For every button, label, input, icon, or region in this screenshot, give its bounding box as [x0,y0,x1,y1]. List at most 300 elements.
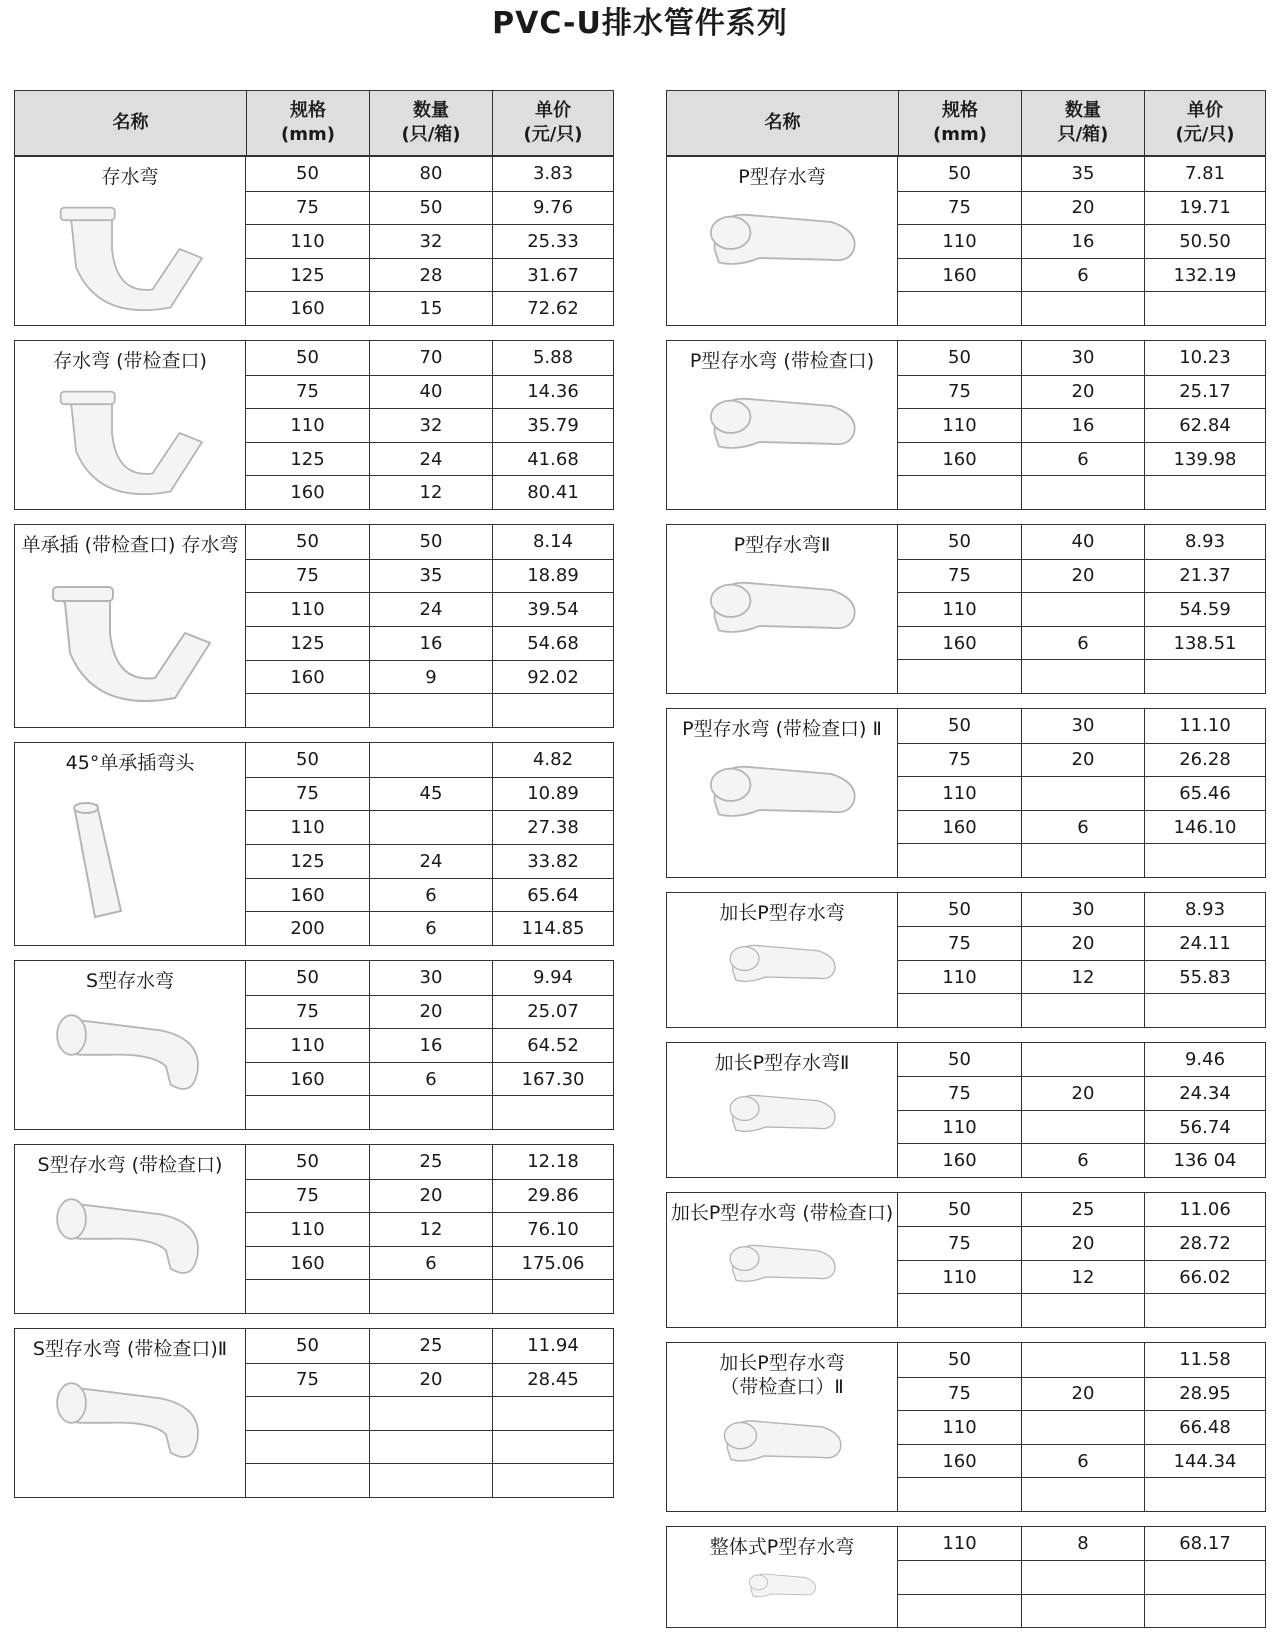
price-cell: 24.11 [1144,927,1265,960]
table-row [898,626,1265,660]
product-block [666,708,1266,878]
table-row [246,1363,613,1397]
product-name-cell [667,525,898,693]
price-cell: 11.10 [1144,709,1265,743]
qty-cell: 24 [369,593,492,626]
qty-cell: 6 [1021,811,1144,844]
price-cell: 4.82 [492,743,613,777]
table-row [246,1145,613,1179]
header-qty: 数量 只/箱) [1021,91,1144,155]
spec-cell: 125 [290,448,325,470]
spec-cell: 75 [296,1185,319,1207]
qty-cell: 16 [369,1029,492,1062]
price-cell: 54.59 [1144,593,1265,626]
qty-cell: 30 [1021,709,1144,743]
product-block [666,524,1266,694]
product-block [666,340,1266,510]
price-cell: 64.52 [492,1029,613,1062]
price-cell: 28.45 [492,1364,613,1397]
table-row [898,993,1265,1027]
price-cell [492,1464,613,1497]
elbow-45-icon [35,781,225,941]
product-name-cell [667,1343,898,1511]
spec-cell: 110 [290,817,325,839]
price-cell [1144,1595,1265,1627]
price-cell: 139.98 [1144,443,1265,476]
spec-cell: 75 [948,1233,971,1255]
spec-cell [898,1561,1021,1593]
table-row [898,1477,1265,1511]
table-row [898,709,1265,743]
price-cell: 114.85 [492,912,613,945]
price-cell: 175.06 [492,1247,613,1280]
spec-cell: 110 [942,599,977,620]
price-cell: 146.10 [1144,811,1265,844]
table-row [246,777,613,811]
spec-cell [898,292,1021,325]
spec-cell: 160 [942,264,977,286]
price-cell: 14.36 [492,376,613,409]
spec-cell: 50 [948,715,971,737]
qty-cell [1021,1111,1144,1144]
qty-cell: 20 [1021,1227,1144,1260]
price-cell: 55.83 [1144,961,1265,994]
header-name: 名称 [112,112,149,133]
qty-cell [1021,1043,1144,1076]
spec-cell: 125 [290,850,325,872]
spec-cell: 75 [948,197,971,219]
price-cell [492,1096,613,1129]
qty-cell: 20 [369,996,492,1029]
table-row [898,659,1265,693]
product-name: 45°单承插弯头 [65,752,195,774]
spec-cell: 110 [942,1266,977,1288]
qty-cell [1021,476,1144,509]
price-cell: 31.67 [492,259,613,292]
product-name-cell [15,961,246,1129]
qty-cell: 50 [369,192,492,225]
table-row [898,1527,1265,1560]
table-row [246,1463,613,1497]
table-row [246,660,613,694]
extended-p-trap-ii-icon [718,1081,847,1173]
extended-p-trap-icon [718,931,847,1023]
qty-cell [1021,1561,1144,1593]
s-trap-cleanout-ii-icon [42,1367,218,1493]
table-row [246,995,613,1029]
product-block [666,892,1266,1028]
spec-cell [898,994,1021,1027]
table-row [898,191,1265,225]
qty-cell: 16 [369,627,492,660]
spec-cell: 50 [948,1349,971,1371]
spec-cell: 75 [948,1383,971,1405]
table-row [246,810,613,844]
price-cell [1144,844,1265,877]
spec-cell: 160 [290,1252,325,1274]
spec-cell: 75 [296,381,319,403]
product-block [14,960,614,1130]
product-block [666,1342,1266,1512]
price-cell: 72.62 [492,292,613,325]
qty-cell: 6 [1021,259,1144,292]
spec-cell: 50 [296,347,319,369]
table-row [898,525,1265,559]
spec-cell: 160 [942,816,977,838]
table-row [246,1396,613,1430]
spec-cell: 160 [942,632,977,654]
spec-cell: 110 [942,1417,977,1438]
spec-cell: 50 [296,749,319,771]
qty-cell [369,743,492,777]
s-trap-with-cleanout-icon [42,1183,218,1309]
qty-cell: 12 [369,476,492,509]
price-cell: 144.34 [1144,1445,1265,1478]
qty-cell: 8 [1021,1527,1144,1560]
table-row [898,559,1265,593]
spec-cell: 160 [942,1450,977,1472]
price-cell: 8.93 [1144,525,1265,559]
qty-cell: 25 [369,1329,492,1363]
table-row [898,1110,1265,1144]
qty-cell [369,1431,492,1464]
spec-cell: 200 [290,918,325,940]
spec-cell: 75 [296,1001,319,1023]
price-cell [1144,1561,1265,1593]
price-cell: 25.33 [492,225,613,258]
product-name: 加长P型存水弯 （带检查口）Ⅱ [719,1352,845,1398]
table-row [898,157,1265,191]
table-row [246,1279,613,1313]
qty-cell: 25 [369,1145,492,1179]
spec-cell [898,476,1021,509]
price-cell: 9.76 [492,192,613,225]
qty-cell [1021,1343,1144,1377]
product-name-cell [667,1193,898,1327]
price-cell: 65.46 [1144,777,1265,810]
price-cell: 41.68 [492,443,613,476]
qty-cell: 20 [369,1364,492,1397]
spec-cell: 50 [948,899,971,921]
spec-cell [898,660,1021,693]
qty-cell: 6 [1021,627,1144,660]
product-block [666,156,1266,326]
qty-cell: 12 [369,1213,492,1246]
extended-p-trap-cleanout-icon [718,1231,847,1323]
table-row [246,157,613,191]
header-price: 单价 (元/只) [492,91,613,155]
table-row [898,1377,1265,1411]
product-block [14,156,614,326]
spec-cell: 50 [296,967,319,989]
product-block [14,1144,614,1314]
trap-bend-icon [42,195,218,321]
qty-cell: 40 [369,376,492,409]
price-cell: 76.10 [492,1213,613,1246]
spec-cell: 75 [296,783,319,805]
table-row [246,961,613,995]
spec-cell: 75 [948,933,971,955]
table-row [898,1410,1265,1444]
spec-cell: 110 [290,415,325,436]
qty-cell: 30 [369,961,492,995]
qty-cell [369,1096,492,1129]
table-row [898,926,1265,960]
qty-cell: 6 [369,879,492,912]
spec-cell: 75 [948,565,971,587]
table-row [246,408,613,442]
table-row [898,375,1265,409]
qty-cell: 80 [369,157,492,191]
spec-cell [246,1431,369,1464]
spec-cell [246,1096,369,1129]
qty-cell [1021,1411,1144,1444]
spec-cell [898,1595,1021,1627]
spec-cell [246,694,369,727]
spec-cell: 75 [948,749,971,771]
page-title: PVC-U排水管件系列 [492,6,788,41]
product-name-cell [667,1043,898,1177]
price-cell: 50.50 [1144,225,1265,258]
spec-cell: 160 [942,448,977,470]
table-row [246,525,613,559]
qty-cell [1021,292,1144,325]
qty-cell [369,1280,492,1313]
qty-cell: 12 [1021,961,1144,994]
product-name: P型存水弯 (带检查口) [689,350,875,372]
spec-cell [898,1294,1021,1327]
qty-cell [1021,1595,1144,1627]
price-cell: 54.68 [492,627,613,660]
table-row [898,1293,1265,1327]
qty-cell [369,694,492,727]
price-cell: 56.74 [1144,1111,1265,1144]
price-cell [1144,994,1265,1027]
spec-cell: 50 [948,163,971,185]
qty-cell [1021,660,1144,693]
product-block [666,1526,1266,1628]
qty-cell: 6 [1021,443,1144,476]
spec-cell [898,844,1021,877]
product-name: 存水弯 (带检查口) [53,350,207,372]
spec-cell: 110 [290,1219,325,1240]
single-socket-trap-icon [35,563,225,723]
price-cell: 65.64 [492,879,613,912]
price-cell: 7.81 [1144,157,1265,191]
spec-cell: 160 [290,298,325,320]
qty-cell: 28 [369,259,492,292]
qty-cell: 35 [1021,157,1144,191]
price-cell: 8.93 [1144,893,1265,926]
table-row [898,442,1265,476]
price-cell: 132.19 [1144,259,1265,292]
table-row [898,1444,1265,1478]
table-row [898,810,1265,844]
table-row [898,341,1265,375]
qty-cell: 30 [1021,341,1144,375]
qty-cell: 9 [369,661,492,694]
table-header [14,90,614,156]
table-row [898,1143,1265,1177]
spec-cell: 50 [296,163,319,185]
product-name: P型存水弯 [738,166,826,188]
price-cell: 9.94 [492,961,613,995]
price-cell [492,1431,613,1464]
qty-cell: 15 [369,292,492,325]
price-cell [1144,292,1265,325]
qty-cell [369,1464,492,1497]
table-row [898,475,1265,509]
price-cell: 66.02 [1144,1261,1265,1294]
extended-p-trap-cleanout-ii-icon [711,1405,854,1507]
product-name: P型存水弯Ⅱ [733,534,831,556]
header-spec: 规格 (mm) [246,91,369,155]
spec-cell: 75 [948,1083,971,1105]
spec-cell: 160 [290,666,325,688]
table-row [246,191,613,225]
spec-cell [246,1464,369,1497]
table-row [246,475,613,509]
qty-cell [1021,994,1144,1027]
table-row [898,592,1265,626]
price-cell: 92.02 [492,661,613,694]
table-row [898,408,1265,442]
price-cell: 62.84 [1144,409,1265,442]
spec-cell: 160 [942,1150,977,1172]
qty-cell: 16 [1021,409,1144,442]
header-qty: 数量 (只/箱) [369,91,492,155]
price-cell: 11.94 [492,1329,613,1363]
price-cell [492,1397,613,1430]
qty-cell: 20 [1021,1378,1144,1411]
spec-cell: 110 [942,415,977,436]
product-name: 加长P型存水弯 [719,902,845,924]
qty-cell: 70 [369,341,492,375]
price-cell: 11.58 [1144,1343,1265,1377]
product-name: 加长P型存水弯Ⅱ [714,1052,850,1074]
qty-cell: 20 [1021,1077,1144,1110]
price-cell: 10.89 [492,778,613,811]
price-cell: 39.54 [492,593,613,626]
qty-cell: 12 [1021,1261,1144,1294]
price-cell: 25.07 [492,996,613,1029]
price-cell: 3.83 [492,157,613,191]
spec-cell: 110 [290,1035,325,1056]
product-name: 整体式P型存水弯 [709,1536,855,1558]
price-cell: 27.38 [492,811,613,844]
price-cell: 66.48 [1144,1411,1265,1444]
product-name-cell [667,709,898,877]
qty-cell: 45 [369,778,492,811]
table-row [898,960,1265,994]
table-row [246,559,613,593]
table-row [246,693,613,727]
spec-cell: 75 [296,197,319,219]
table-row [898,258,1265,292]
qty-cell [1021,844,1144,877]
qty-cell: 20 [1021,192,1144,225]
qty-cell [369,1397,492,1430]
qty-cell: 32 [369,225,492,258]
spec-cell: 50 [948,1199,971,1221]
price-cell: 80.41 [492,476,613,509]
spec-cell: 125 [290,264,325,286]
table-row [246,1212,613,1246]
spec-cell: 50 [948,531,971,553]
spec-cell: 75 [948,381,971,403]
spec-cell [898,1478,1021,1511]
table-row [898,1043,1265,1076]
qty-cell: 25 [1021,1193,1144,1226]
spec-cell: 110 [942,1533,977,1555]
price-cell [492,694,613,727]
table-row [246,911,613,945]
product-block [666,1192,1266,1328]
product-name: 加长P型存水弯 (带检查口) [670,1202,894,1224]
table-row [246,1329,613,1363]
qty-cell: 6 [369,1063,492,1096]
table-row [898,1594,1265,1627]
product-name-cell [15,1145,246,1313]
price-cell: 9.46 [1144,1043,1265,1076]
table-row [246,844,613,878]
p-trap-icon [694,195,870,321]
spec-cell: 110 [942,966,977,988]
header-price: 单价 (元/只) [1144,91,1265,155]
spec-cell: 50 [296,531,319,553]
table-row [898,224,1265,258]
table-row [898,776,1265,810]
qty-cell: 40 [1021,525,1144,559]
table-row [898,1193,1265,1226]
product-block [14,524,614,728]
price-cell: 8.14 [492,525,613,559]
table-row [246,258,613,292]
p-trap-cleanout-ii-icon [694,747,870,873]
price-cell: 167.30 [492,1063,613,1096]
product-name-cell [15,743,246,945]
qty-cell: 35 [369,560,492,593]
spec-cell: 50 [948,347,971,369]
table-row [898,843,1265,877]
table-row [246,341,613,375]
table-row [246,1028,613,1062]
table-row [246,626,613,660]
table-row [898,1560,1265,1593]
p-trap-ii-icon [694,563,870,689]
spec-cell: 110 [290,599,325,621]
price-cell: 21.37 [1144,560,1265,593]
table-row [898,1343,1265,1377]
table-row [246,592,613,626]
product-block [14,742,614,946]
product-name: P型存水弯 (带检查口) Ⅱ [682,718,882,740]
price-cell: 5.88 [492,341,613,375]
product-name: 单承插 (带检查口) 存水弯 [21,534,239,556]
product-block [14,1328,614,1498]
spec-cell: 110 [942,783,977,804]
header-name: 名称 [764,112,801,133]
spec-cell: 110 [942,1116,977,1138]
price-cell [1144,660,1265,693]
spec-cell: 50 [296,1151,319,1173]
product-name-cell [15,1329,246,1497]
integral-p-trap-icon [742,1565,823,1623]
table-row [246,1062,613,1096]
price-cell: 68.17 [1144,1527,1265,1560]
table-row [246,442,613,476]
spec-cell: 75 [296,565,319,587]
